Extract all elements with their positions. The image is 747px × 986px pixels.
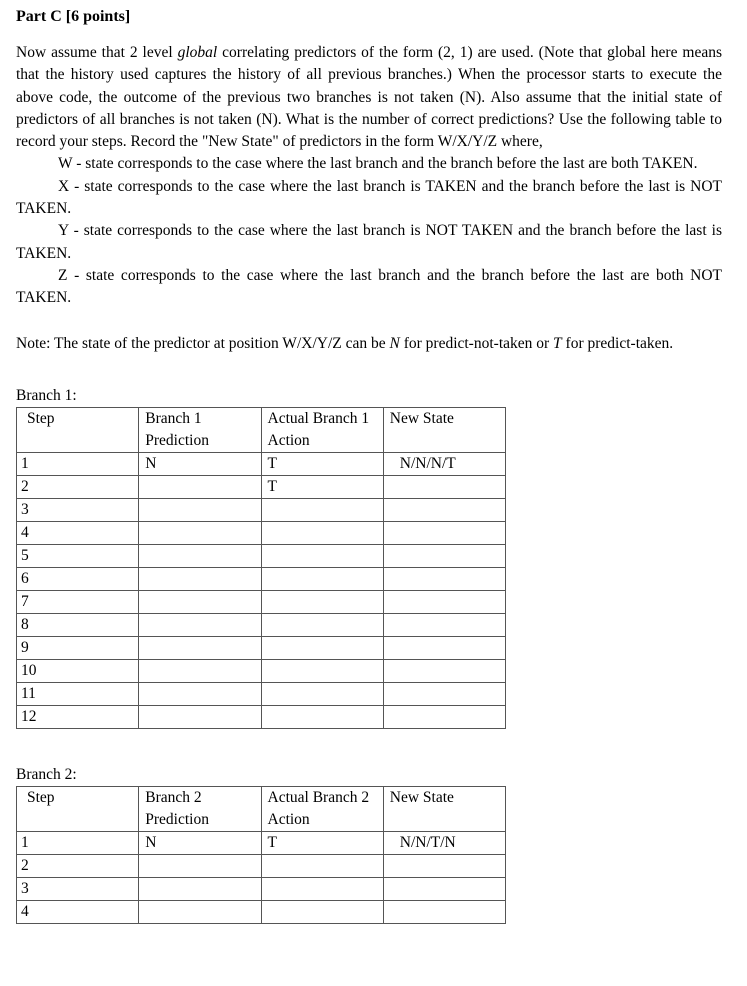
cell-new-state (383, 854, 505, 877)
cell-actual (261, 590, 383, 613)
cell-prediction (139, 590, 261, 613)
cell-new-state: N/N/T/N (383, 831, 505, 854)
cell-step: 4 (17, 900, 139, 923)
definition-w: W - state corresponds to the case where the last branch and the branch before the last are both TAKEN. (58, 155, 698, 173)
table-row (17, 613, 506, 636)
cell-new-state (383, 590, 505, 613)
cell-step: 4 (17, 521, 139, 544)
cell-actual (261, 567, 383, 590)
cell-actual (261, 636, 383, 659)
cell-actual: T (261, 831, 383, 854)
note-text-c: for predict-taken. (561, 334, 674, 352)
table-row (17, 636, 506, 659)
table-row (17, 544, 506, 567)
cell-prediction (139, 659, 261, 682)
cell-step: 3 (17, 877, 139, 900)
definition-x: X - state corresponds to the case where the last branch is TAKEN and the branch before the last is NOT TAKEN. (16, 177, 722, 218)
cell-prediction (139, 854, 261, 877)
cell-prediction (139, 567, 261, 590)
table-row (17, 705, 506, 728)
cell-step: 8 (17, 613, 139, 636)
table-row (17, 831, 506, 854)
cell-prediction (139, 900, 261, 923)
branch2-label: Branch 2: (16, 765, 77, 783)
note-n: N (389, 334, 400, 352)
note-t: T (553, 334, 562, 352)
cell-actual (261, 877, 383, 900)
cell-prediction (139, 705, 261, 728)
cell-prediction: N (139, 452, 261, 475)
cell-actual (261, 682, 383, 705)
cell-step: 3 (17, 498, 139, 521)
note-paragraph (16, 333, 722, 355)
header-step: Step (17, 407, 139, 452)
cell-new-state (383, 636, 505, 659)
intro-paragraph (16, 42, 722, 153)
branch1-table (16, 407, 506, 729)
cell-actual (261, 613, 383, 636)
cell-prediction (139, 877, 261, 900)
cell-step: 11 (17, 682, 139, 705)
cell-step: 2 (17, 475, 139, 498)
cell-prediction (139, 544, 261, 567)
cell-new-state (383, 877, 505, 900)
cell-step: 1 (17, 831, 139, 854)
cell-new-state (383, 900, 505, 923)
cell-new-state (383, 705, 505, 728)
cell-actual (261, 900, 383, 923)
cell-actual (261, 854, 383, 877)
cell-new-state (383, 682, 505, 705)
cell-actual (261, 521, 383, 544)
document-page (16, 6, 722, 924)
cell-new-state: N/N/N/T (383, 452, 505, 475)
cell-actual (261, 705, 383, 728)
cell-new-state (383, 613, 505, 636)
cell-step: 7 (17, 590, 139, 613)
cell-actual (261, 659, 383, 682)
cell-prediction (139, 613, 261, 636)
table-row (17, 452, 506, 475)
cell-new-state (383, 567, 505, 590)
table-row (17, 567, 506, 590)
header-new-state: New State (383, 786, 505, 831)
cell-prediction (139, 521, 261, 544)
header-actual: Actual Branch 2 Action (261, 786, 383, 831)
note-text-b: for predict-not-taken or (399, 334, 554, 352)
section-heading: Part C [6 points] (16, 8, 131, 25)
intro-italic: global (177, 44, 218, 61)
table-row (17, 498, 506, 521)
cell-prediction (139, 636, 261, 659)
definition-z: Z - state corresponds to the case where the last branch and the branch before the last are both NOT TAKEN. (16, 266, 722, 307)
table-row (17, 659, 506, 682)
header-prediction: Branch 2 Prediction (139, 786, 261, 831)
table-row (17, 521, 506, 544)
cell-new-state (383, 475, 505, 498)
table-row (17, 854, 506, 877)
branch1-label: Branch 1: (16, 386, 77, 404)
note-text-a: Note: The state of the predictor at position W/X/Y/Z can be (16, 334, 390, 352)
cell-step: 1 (17, 452, 139, 475)
table-row (17, 877, 506, 900)
cell-prediction (139, 475, 261, 498)
header-actual: Actual Branch 1 Action (261, 407, 383, 452)
cell-step: 10 (17, 659, 139, 682)
cell-actual: T (261, 475, 383, 498)
intro-text-b: correlating predictors of the form (2, 1) are used. (Note that global here means that the history used captures the history of all previous branches.) When the processor starts to execute the above code, the outcome of the previous two branches is not taken (N). Also assume that the initial state of predictors of all branches is not taken (N). What is the number of correct predictions? Use the following table to record your steps. Record the "New State" of predictors in the form W/X/Y/Z where, (16, 44, 722, 151)
cell-prediction (139, 682, 261, 705)
cell-new-state (383, 544, 505, 567)
definition-y: Y - state corresponds to the case where the last branch is NOT TAKEN and the branch before the last is TAKEN. (16, 222, 722, 262)
header-new-state: New State (383, 407, 505, 452)
table-row (17, 900, 506, 923)
table-row (17, 682, 506, 705)
cell-new-state (383, 521, 505, 544)
cell-actual (261, 498, 383, 521)
table-header-row (17, 407, 506, 452)
cell-new-state (383, 498, 505, 521)
cell-step: 6 (17, 567, 139, 590)
cell-step: 2 (17, 854, 139, 877)
cell-prediction (139, 498, 261, 521)
table-header-row (17, 786, 506, 831)
cell-step: 12 (17, 705, 139, 728)
cell-actual: T (261, 452, 383, 475)
table-row (17, 475, 506, 498)
header-prediction: Branch 1 Prediction (139, 407, 261, 452)
intro-text-a: Now assume that 2 level (16, 44, 178, 61)
cell-step: 9 (17, 636, 139, 659)
cell-actual (261, 544, 383, 567)
table-row (17, 590, 506, 613)
header-step: Step (17, 786, 139, 831)
branch2-table (16, 786, 506, 924)
cell-step: 5 (17, 544, 139, 567)
cell-prediction: N (139, 831, 261, 854)
cell-new-state (383, 659, 505, 682)
